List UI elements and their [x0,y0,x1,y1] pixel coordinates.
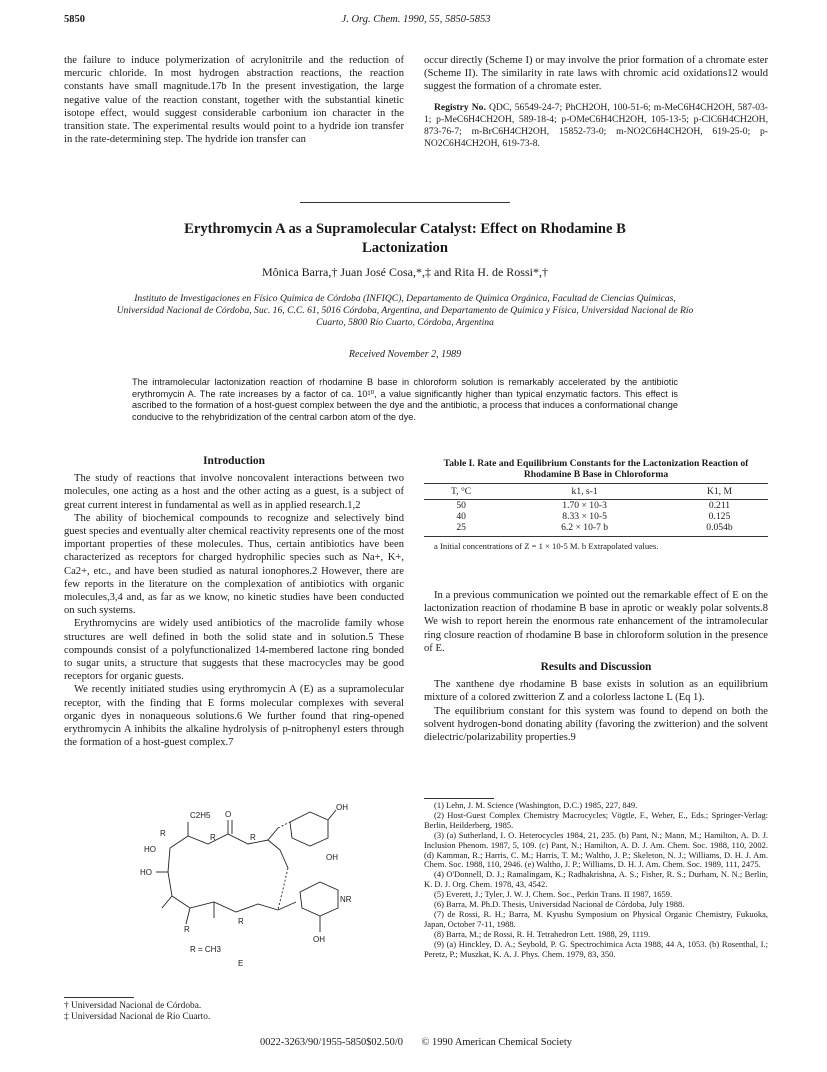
label-oh-2: OH [326,853,338,862]
title-line-1: Erythromycin A as a Supramolecular Catalyst: Effect on Rhodamine B [184,221,626,237]
reference-item: (8) Barra, M.; de Rossi, R. H. Tetrahedron Lett. 1988, 29, 1119. [434,928,651,939]
table-cell: 8.33 × 10-5 [562,510,607,522]
erythromycin-structure [130,800,370,970]
table-1 [424,458,768,551]
table-row [424,522,768,537]
title-line-2: Lactonization [362,240,448,256]
label-nr: NR [340,895,352,904]
reference-item: (6) Barra, M. Ph.D. Thesis, Universidad Nacional de Córdoba, July 1988. [434,899,685,910]
article-code: 0022-3263/90/1955-5850$02.50/0 [260,1037,403,1048]
label-r-5: R [238,917,244,926]
table-caption [424,458,768,481]
reference-item: (7) de Rossi, R. H.; Barra, M. Kyushu Symposium on Physical Organic Chemistry, Fukuoka, Japan, October 7-11, 1988. [424,908,768,929]
table-cell: 1.70 × 10-3 [562,499,607,511]
previous-article-text: the failure to induce polymerization of acrylonitrile and the reduction of mercuric chloride. In most hydrogen abstraction reactions, the reaction constants have small magnitude.17b In the present investigation, the large negative value of the reaction constant, together with the substantial kinetic isotope effect, would suggest considerable carbonium ion character in the transition state. The experimental results would point to a hydride ion transfer in the rate-determining step. The hydride ion transfer can [64,55,404,146]
abstract: The intramolecular lactonization reaction of rhodamine B base in chloroform solution is remarkably accelerated by the antibiotic erythromycin A. The rate increases by a factor of ca. 10¹⁰, a value significantly higher than typical enzymatic factors. This effect is ascribed to the formation of a host-guest complex between the dye and the antibiotic, a process that induces a conformational change conducive to the rehybridization of the central carbon atom of the dye. [132,377,678,422]
body-paragraph-1: In a previous communication we pointed out the remarkable effect of E on the lactonization reaction of rhodamine B base in aprotic or weakly polar solvents.8 We wish to report herein the enormous rate enhancement of the intramolecular ring closure reaction of rhodamine B base in chloroform solution in the presence of E. [424,590,768,654]
introduction-heading: Introduction [203,455,265,467]
copyright: © 1990 American Chemical Society [421,1037,572,1048]
table-cell: 6.2 × 10-7 b [498,522,671,537]
oh-bond [328,810,336,820]
sugar-link-bond-2 [278,902,296,910]
received-date: Received November 2, 1989 [348,349,462,360]
label-oh-1: OH [336,803,348,812]
label-c2h5: C2H5 [190,811,211,820]
footnote-item: ‡ Universidad Nacional de Río Cuarto. [64,1012,211,1023]
label-compound-e: E [238,959,244,968]
ring-bond [280,850,288,868]
table-row [424,511,768,522]
table-header-cell: K1, M [671,483,768,499]
previous-article-left-column [64,54,404,146]
ring-bond-dashed [278,868,288,910]
reference-item: (1) Lehn, J. M. Science (Washington, D.C.) 1985, 227, 849. [434,800,638,810]
table-caption-text: Rate and Equilibrium Constants for the Lactonization Reaction of Rhodamine B Base in Chloroforma [477,458,749,481]
label-r-4: R [184,925,190,934]
label-ho-2: HO [140,868,152,877]
article-separator [300,202,510,203]
table-cell: 50 [456,499,466,511]
ho-bond [162,896,172,908]
intro-paragraph-2: The ability of biochemical compounds to recognize and selectively bind guest species and eventually alter chemical reactivity represents one of the most important properties of these molecules. Thus, certain antibiotics have been characterized as receptors for charged hydrophilic species such as Na+, K+, Ca2+, etc., and have been studied as natural ionophores.2 However, there are few reports in the literature on the complexation of antibiotics with organic molecules,3,4 and, as far as we know, no kinetic studies have been conducted on such systems. [64,512,404,617]
table-cell: 0.211 [708,499,731,511]
registry-label: Registry No. [434,101,486,113]
table-label: Table I. [443,458,475,469]
affiliation: Instituto de Investigaciones en Físico Química de Córdoba (INFIQC), Departamento de Química Orgánica, Facultad de Ciencias Químicas, Universidad Nacional de Córdoba, Suc. 16, C.C. 61, 5016 Córdoba, Argentina, and Departamento de Química y Física, Universidad Nacional de Río Cuarto, 5800 Río Cuarto, Córdoba, Argentina [116,293,694,328]
footnote-item: † Universidad Nacional de Córdoba. [64,1001,202,1011]
results-heading: Results and Discussion [540,661,652,674]
label-r-2: R [210,833,216,842]
intro-paragraph-1: The study of reactions that involve noncovalent interactions between two molecules, one acting as a host and the other acting as a guest, is a subject of great current interest in fundamental as well as in applied research.1,2 [64,473,404,511]
reference-item: (9) (a) Hinckley, D. A.; Seybold, P. G. Spectrochimica Acta 1988, 44 A, 1053. (b) Rosenthal, I.; Peretz, P.; Muszkat, K. A. J. Phys. Chem. 1979, 83, 350. [424,938,768,959]
body-paragraph-3: The equilibrium constant for this system was found to depend on both the solvent hydrogen-bond donating ability (favoring the zwitterion) and the solvent dielectric/polarizability properties.9 [424,705,768,744]
body-paragraph-2: The xanthene dye rhodamine B base exists in solution as an equilibrium mixture of a colored zwitterion Z and a colorless lactone L (Eq 1). [424,679,768,704]
running-header [64,14,768,28]
label-ho-1: HO [144,845,156,854]
methyl-bond-2 [186,908,190,924]
table-row [424,499,768,511]
table-footnote: a Initial concentrations of Z = 1 × 10-5 M. b Extrapolated values. [434,540,659,551]
page-number: 5850 [64,14,85,25]
footnote-separator [64,997,134,998]
reference-item: (4) O'Donnell, D. J.; Ramalingam, K.; Radhakrishna, A. S.; Fisher, R. S.; Durham, N. N.; Berlin, K. D. J. Org. Chem. 1978, 43, 4542. [424,869,768,890]
intro-paragraph-4: We recently initiated studies using erythromycin A (E) as a supramolecular receptor, with the finding that E forms molecular complexes with several organic dyes in nonaqueous solutions.6 We further found that ring-opened erythromycin A inhibits the alkaline hydrolysis of p-nitrophenyl esters through the formation of a host-guest complex.7 [64,684,404,749]
page-footer [64,1037,768,1048]
desosamine-ring [300,882,338,916]
label-o: O [225,810,232,819]
lactone-ring-bottom [168,848,278,912]
table-cell: 25 [424,522,498,537]
sugar-link-bond [268,828,278,840]
label-oh-3: OH [313,935,325,944]
article-title [90,220,720,258]
table-cell: 40 [456,510,466,522]
authors: Mônica Barra,† Juan José Cosa,*,‡ and Rita H. de Rossi*,† [262,265,548,279]
label-r-3: R [250,833,256,842]
right-column-body [424,589,768,744]
reference-item: (2) Host-Guest Complex Chemistry Macrocycles; Vögtle, F., Weber, E., Eds.; Springer-Verlag: Berlin, Heilderberg, 1985. [424,809,768,830]
table-header-cell: k1, s-1 [498,483,671,499]
reference-item: (5) Everett, J.; Tyler, J. W. J. Chem. Soc., Perkin Trans. II 1987, 1659. [434,889,673,900]
registry-text: QDC, 56549-24-7; PhCH2OH, 100-51-6; m-MeC6H4CH2OH, 587-03-1; p-MeC6H4CH2OH, 589-18-4; p-OMeC6H4CH2OH, 105-13-5; p-ClC6H4CH2OH, 873-76-7; m-BrC6H4CH2OH, 15852-73-0; m-NO2C6H4CH2OH, 619-25-0; p-NO2C6H4CH2OH, 619-73-8. [424,101,769,149]
label-r-1: R [160,829,166,838]
rate-constant-table [424,483,768,537]
lactone-ring-top [170,834,280,850]
references [424,801,768,960]
introduction-section [64,455,404,749]
registry-numbers [424,102,768,150]
previous-article-right-column [424,54,768,150]
cladinose-ring [290,812,328,846]
previous-article-conclusion: occur directly (Scheme I) or may involve the prior formation of a chromate ester (Scheme II). The similarity in rate laws with chromic acid oxidations12 would suggest the formation of a chromate ester. [424,55,768,93]
reference-item: (3) (a) Sutherland, I. O. Heterocycles 1984, 21, 235. (b) Pant, N.; Mann, M.; Hamilton, A. D. J. Inclusion Phenom. 1987, 5, 109. (c) Pant, N.; Hamilton, A. D. J. Am. Chem. Soc. 1988, 110, 2002. (d) Kamman, R.; Harris, C. M.; Harris, T. M.; Waltho, J. P.; Skeleton, N. J.; Williams, D. H. J. Am. Chem. Soc. 1988, 110, 2946. (e) Waltho, J. P.; Williams, D. H. J. Am. Chem. Soc. 1989, 111, 2475. [424,829,768,870]
label-r-equals-ch3: R = CH3 [190,945,221,954]
table-cell: 0.125 [708,510,731,522]
intro-paragraph-3: Erythromycins are widely used antibiotics of the macrolide family whose structures are well defined in both the solid state and in solution.5 These compounds consist of a polyfunctionalized 14-membered lactone ring bonded to sugar units, a structure that suggests that these macrocycles may be good receptors for organic guests. [64,618,404,683]
references-separator [424,798,494,799]
table-header-row [424,483,768,499]
glycoside-bond [278,822,290,828]
table-header-cell: T, °C [424,483,498,499]
author-footnotes [64,1001,404,1024]
table-cell: 0.054b [671,522,768,537]
journal-citation: J. Org. Chem. 1990, 55, 5850-5853 [341,14,491,25]
structure-bonds [156,810,338,932]
